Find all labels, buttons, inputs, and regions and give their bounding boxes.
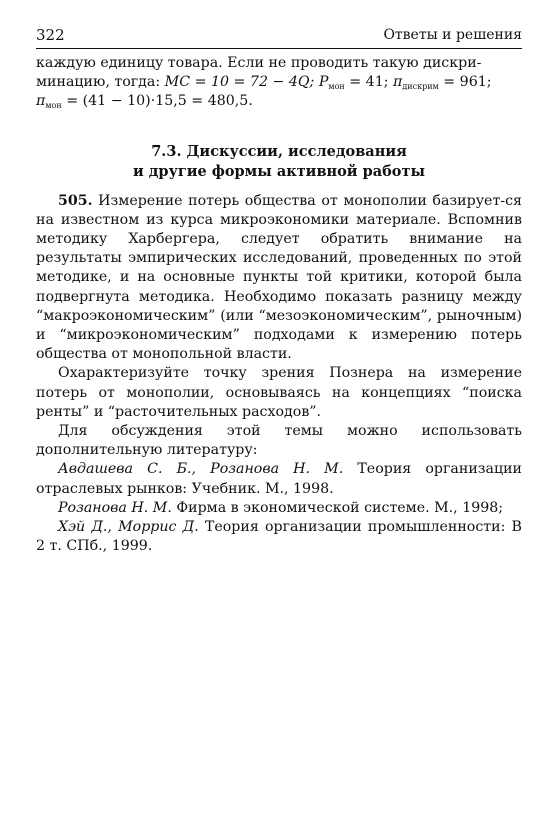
p-subscript: мон [328,82,345,92]
intro-paragraph [36,54,522,112]
reference-authors: Авдашева С. Б., Розанова Н. М. [58,461,344,478]
problem-paragraph-2: Охарактеризуйте точку зрения Познера на измерение потерь от монополии, основываясь на концепциях “поиска ренты” и “расточительных расходов”. [36,365,522,420]
intro-line-1: каждую единицу товара. Если не проводить такую дискри- [36,55,482,71]
problem-paragraph-3: Для обсуждения этой темы можно использовать дополнительную литературу: [36,423,522,459]
section-heading-line-2: и другие формы активной работы [132,162,426,180]
page-number: 322 [36,26,65,44]
reference-item [36,460,522,498]
pi-mon-symbol: π [36,93,46,110]
problem-505 [36,192,522,557]
intro-text [36,54,522,112]
pi-discrim-subscript: дискрим [402,82,439,92]
problem-paragraph-1-text: Измерение потерь общества от монополии базирует-ся на известном из курса микроэкономики материале. Вспомнив методику Харбергера, следует обратить внимание на результаты эмпирических исследований, проведенных по этой методике, и на основные пункты той критики, которой была подвергнута методика. Необходимо показать разницу между “макроэкономическим” (или “мезоэкономическим”, рыночным) и “микроэкономическим” подходами к измерению потерь общества от монопольной власти. [36,192,522,363]
reference-title: Теория организации промышленности: В 2 т. СПб., 1999. [36,519,522,555]
pi-discrim-value: = 961; [438,74,492,91]
mc-equation: MC = 10 = 72 − 4Q; [164,74,319,91]
page [36,26,522,556]
reference-item [36,518,522,556]
intro-line-2-prefix: минацию, тогда: [36,74,165,91]
reference-title: Фирма в экономической системе. М., 1998; [171,499,504,516]
running-title: Ответы и решения [383,27,522,43]
pi-mon-value: = (41 − 10)·15,5 = 480,5. [61,93,253,110]
reference-authors: Розанова Н. М. [58,499,172,516]
pi-mon-subscript: мон [45,101,62,111]
p-value: = 41; [344,74,394,91]
pi-discrim-symbol: π [393,74,403,91]
running-header [36,26,522,49]
section-heading [36,142,522,182]
problem-paragraph-1 [36,192,522,365]
p-symbol: P [318,74,329,91]
reference-item [36,499,522,518]
section-heading-line-1: 7.3. Дискуссии, исследования [151,142,407,160]
reference-title: Теория организации отраслевых рынков: Учебник. М., 1998. [36,461,523,497]
problem-number: 505. [58,192,93,209]
reference-authors: Хэй Д., Моррис Д. [58,519,199,536]
